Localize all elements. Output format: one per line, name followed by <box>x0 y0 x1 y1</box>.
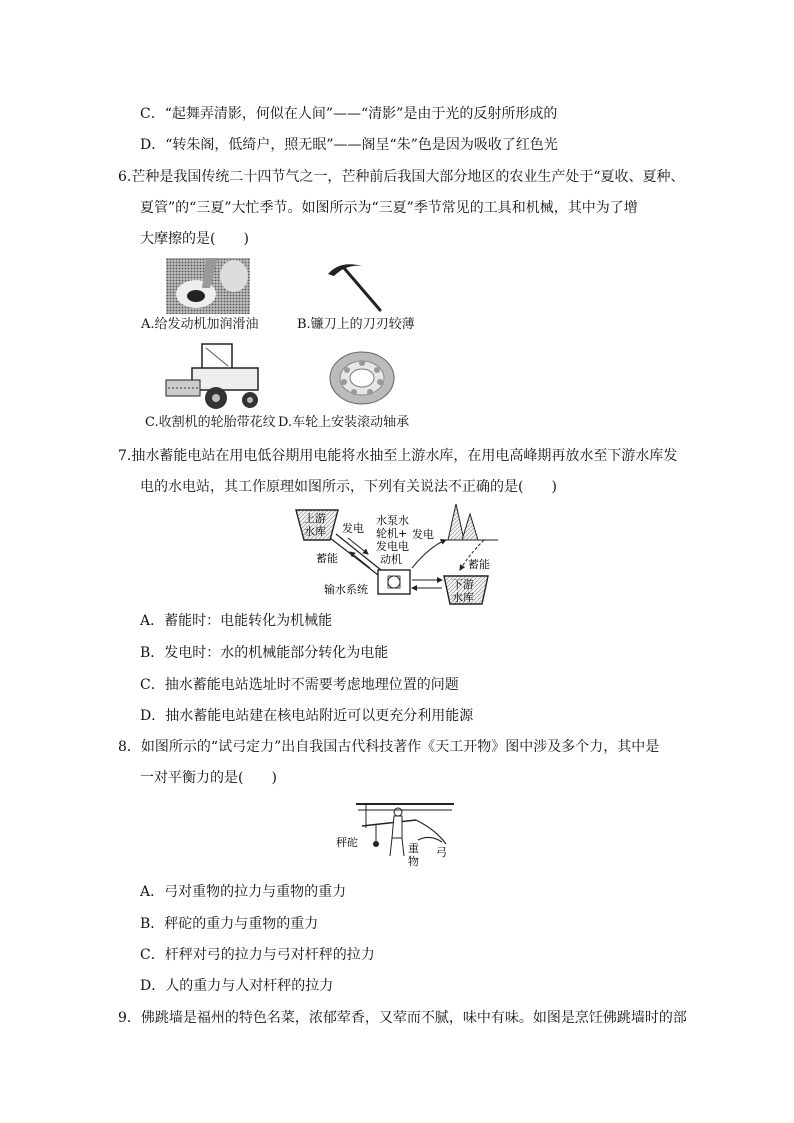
q6-stem-line2: 夏管”的“三夏”大忙季节。如图所示为“三夏”季节常见的工具和机械，其中为了增 <box>140 200 638 216</box>
upper-reservoir-label-2: 水库 <box>304 525 326 538</box>
weight-label: 秤砣 <box>336 836 358 849</box>
pipe-system-label: 输水系统 <box>324 583 368 596</box>
q6-stem-line1: 6.芒种是我国传统二十四节气之一，芒种前后我国大部分地区的农业生产处于“夏收、夏种、 <box>118 169 685 185</box>
pumped-storage-diagram <box>290 496 500 608</box>
q5-option-c: C．“起舞弄清影，何似在人间”——“清影”是由于光的反射所形成的 <box>140 106 558 122</box>
pump-label-2: 轮机+ <box>376 527 408 540</box>
q8-stem-line1: 8．如图所示的“试弓定力”出自我国古代科技著作《天工开物》图中涉及多个力，其中是 <box>118 739 660 755</box>
bearing-image <box>322 346 398 408</box>
q7-option-a: A．蓄能时：电能转化为机械能 <box>140 613 333 629</box>
q9-stem-line1: 9．佛跳墙是福州的特色名菜，浓郁荤香，又荤而不腻，味中有味。如图是烹饪佛跳墙时的部 <box>118 1010 687 1026</box>
q6-caption-a: A.给发动机加润滑油 <box>141 317 259 332</box>
q6-caption-c: C.收割机的轮胎带花纹 <box>145 415 276 430</box>
pump-label-3: 发电电 <box>376 540 409 553</box>
upper-reservoir-label-1: 上游 <box>304 512 326 525</box>
bow-label: 弓 <box>436 846 447 859</box>
q8-option-c: C．杆秤对弓的拉力与弓对杆秤的拉力 <box>140 947 375 963</box>
q8-stem-line2: 一对平衡力的是( ) <box>140 770 277 786</box>
generate-label-left: 发电 <box>342 522 364 535</box>
lower-reservoir-label-2: 水库 <box>452 591 474 604</box>
pump-label-1: 水泵水 <box>376 514 409 527</box>
lower-reservoir-label-1: 下游 <box>452 578 474 591</box>
heavy-object-label-1: 重 <box>408 842 419 855</box>
q7-option-d: D．抽水蓄能电站建在核电站附近可以更充分利用能源 <box>140 708 474 724</box>
sickle-image <box>320 258 390 314</box>
pump-label-4: 动机 <box>380 553 402 566</box>
engine-oil-image <box>166 258 250 314</box>
q6-caption-b: B.镰刀上的刀刃较薄 <box>297 317 415 332</box>
store-label-left: 蓄能 <box>316 552 338 565</box>
q5-option-d: D．“转朱阁，低绮户，照无眠”——阁呈“朱”色是因为吸收了红色光 <box>140 137 558 153</box>
q7-option-c: C．抽水蓄能电站选址时不需要考虑地理位置的问题 <box>140 677 459 693</box>
harvester-image <box>162 340 274 412</box>
bow-test-figure <box>336 798 458 870</box>
heavy-object-label-2: 物 <box>408 855 419 868</box>
q6-caption-d: D.车轮上安装滚动轴承 <box>278 415 410 430</box>
q8-option-b: B．秤砣的重力与重物的重力 <box>140 916 319 932</box>
q8-option-d: D．人的重力与人对杆秤的拉力 <box>140 978 334 994</box>
generate-label-right: 发电 <box>412 528 434 541</box>
q7-option-b: B．发电时：水的机械能部分转化为电能 <box>140 645 389 661</box>
q8-option-a: A．弓对重物的拉力与重物的重力 <box>140 884 347 900</box>
q7-stem-line1: 7.抽水蓄能电站在用电低谷期用电能将水抽至上游水库，在用电高峰期再放水至下游水库发 <box>118 448 678 464</box>
q7-stem-line2: 电的水电站，其工作原理如图所示，下列有关说法不正确的是( ) <box>140 479 557 495</box>
store-label-right: 蓄能 <box>468 558 490 571</box>
q6-stem-line3: 大摩擦的是( ) <box>140 231 249 247</box>
